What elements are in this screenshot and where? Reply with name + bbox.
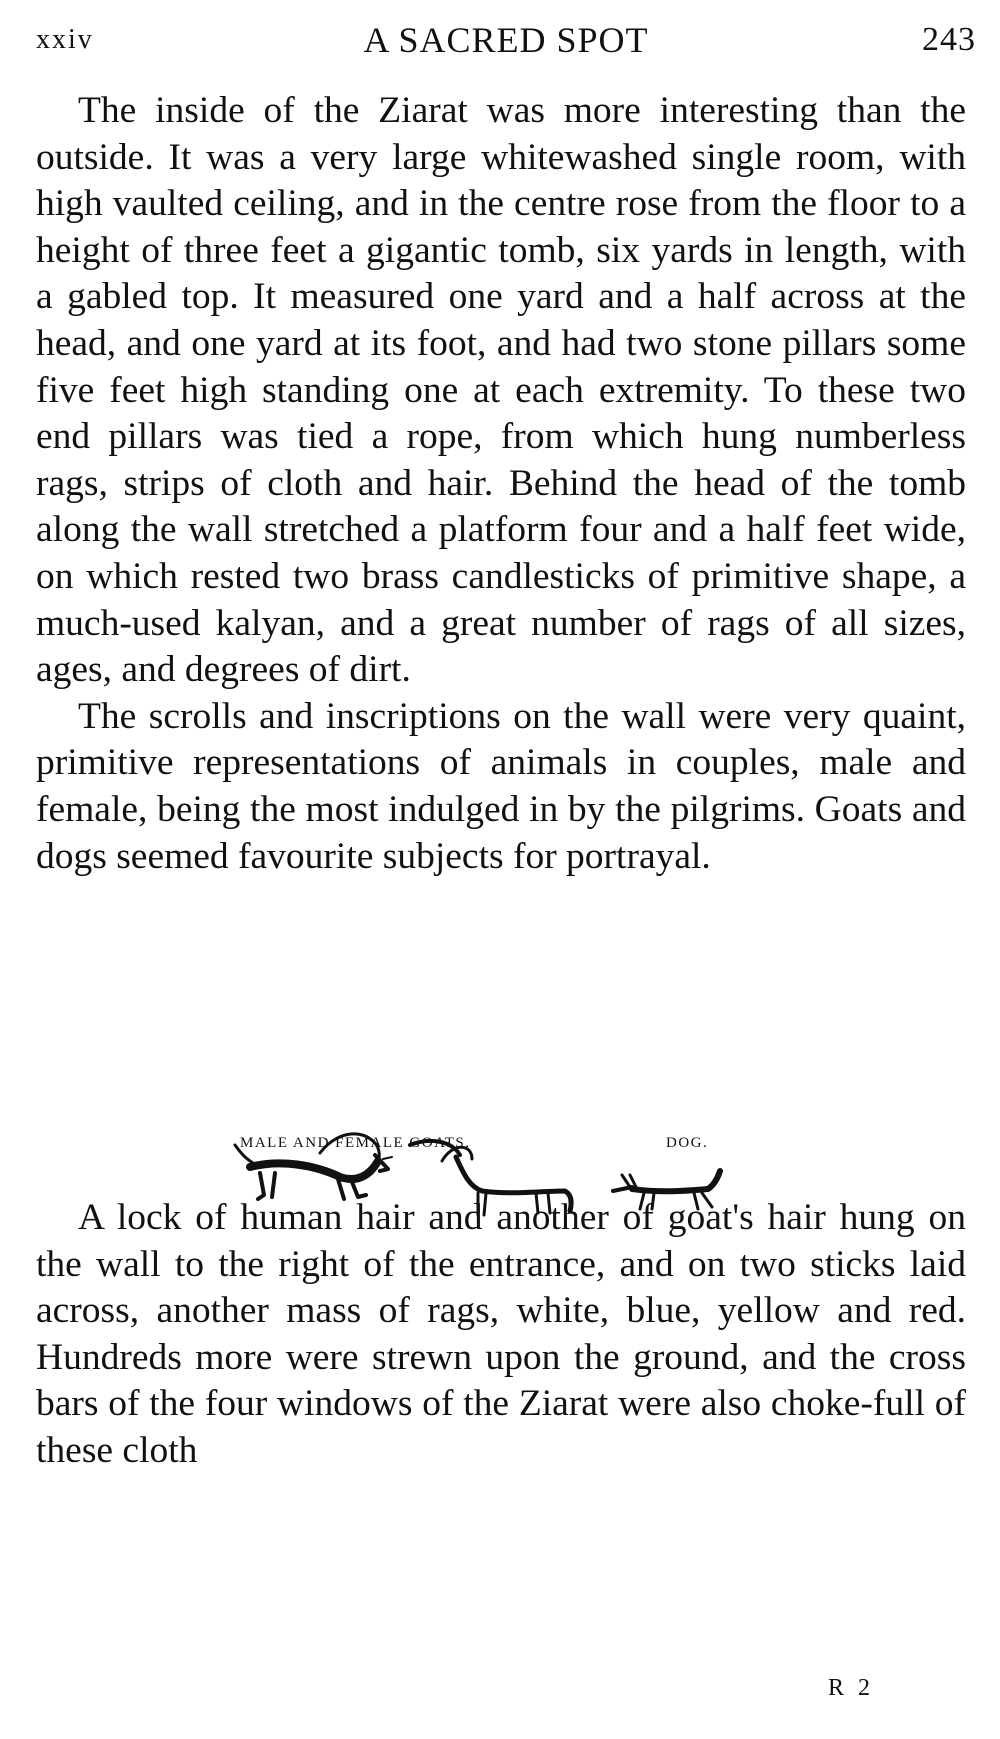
paragraph: The inside of the Ziarat was more interesting than the outside. It was a very large whitewashed single room, with high vaulted ceiling, and in the centre rose from the floor to a height of three feet a gigantic tomb, six yards in length, with a gabled top. It measured one yard and a half across at the head, and one yard at its foot, and had two stone pillars some five feet high standing one at each extremity. To these two end pillars was tied a rope, from which hung numberless rags, strips of cloth and hair. Behind the head of the tomb along the wall stretched a platform four and a half feet wide, on which rested two brass candlesticks of primitive shape, a much-used kalyan, and a great number of rags of all sizes, ages, and degrees of dirt.: [36, 90, 966, 691]
running-head: [36, 18, 976, 62]
figure-captions: [0, 1135, 1000, 1165]
paragraph: A lock of human hair and another of goat's hair hung on the wall to the right of the entrance, and on two sticks laid across, another mass of rags, white, blue, yellow and red. Hundreds more were strewn upon the ground, and the cross bars of the four windows of the Ziarat were also choke-full of these cloth: [36, 1197, 966, 1471]
caption-goats: MALE AND FEMALE GOATS.: [240, 1135, 471, 1151]
page-number: 243: [922, 21, 976, 58]
paragraph: The scrolls and inscriptions on the wall were very quaint, primitive representations of animals in couples, male and female, being the most indulged in by the pilgrims. Goats and dogs seemed favourite subjects for portrayal.: [36, 695, 966, 877]
body-text-bottom: [36, 1195, 966, 1475]
running-title: A SACRED SPOT: [363, 20, 649, 60]
caption-dog: DOG.: [666, 1135, 709, 1151]
body-text-top: [36, 88, 966, 880]
chapter-number: xxiv: [36, 24, 94, 55]
signature-mark: R 2: [828, 1675, 875, 1701]
